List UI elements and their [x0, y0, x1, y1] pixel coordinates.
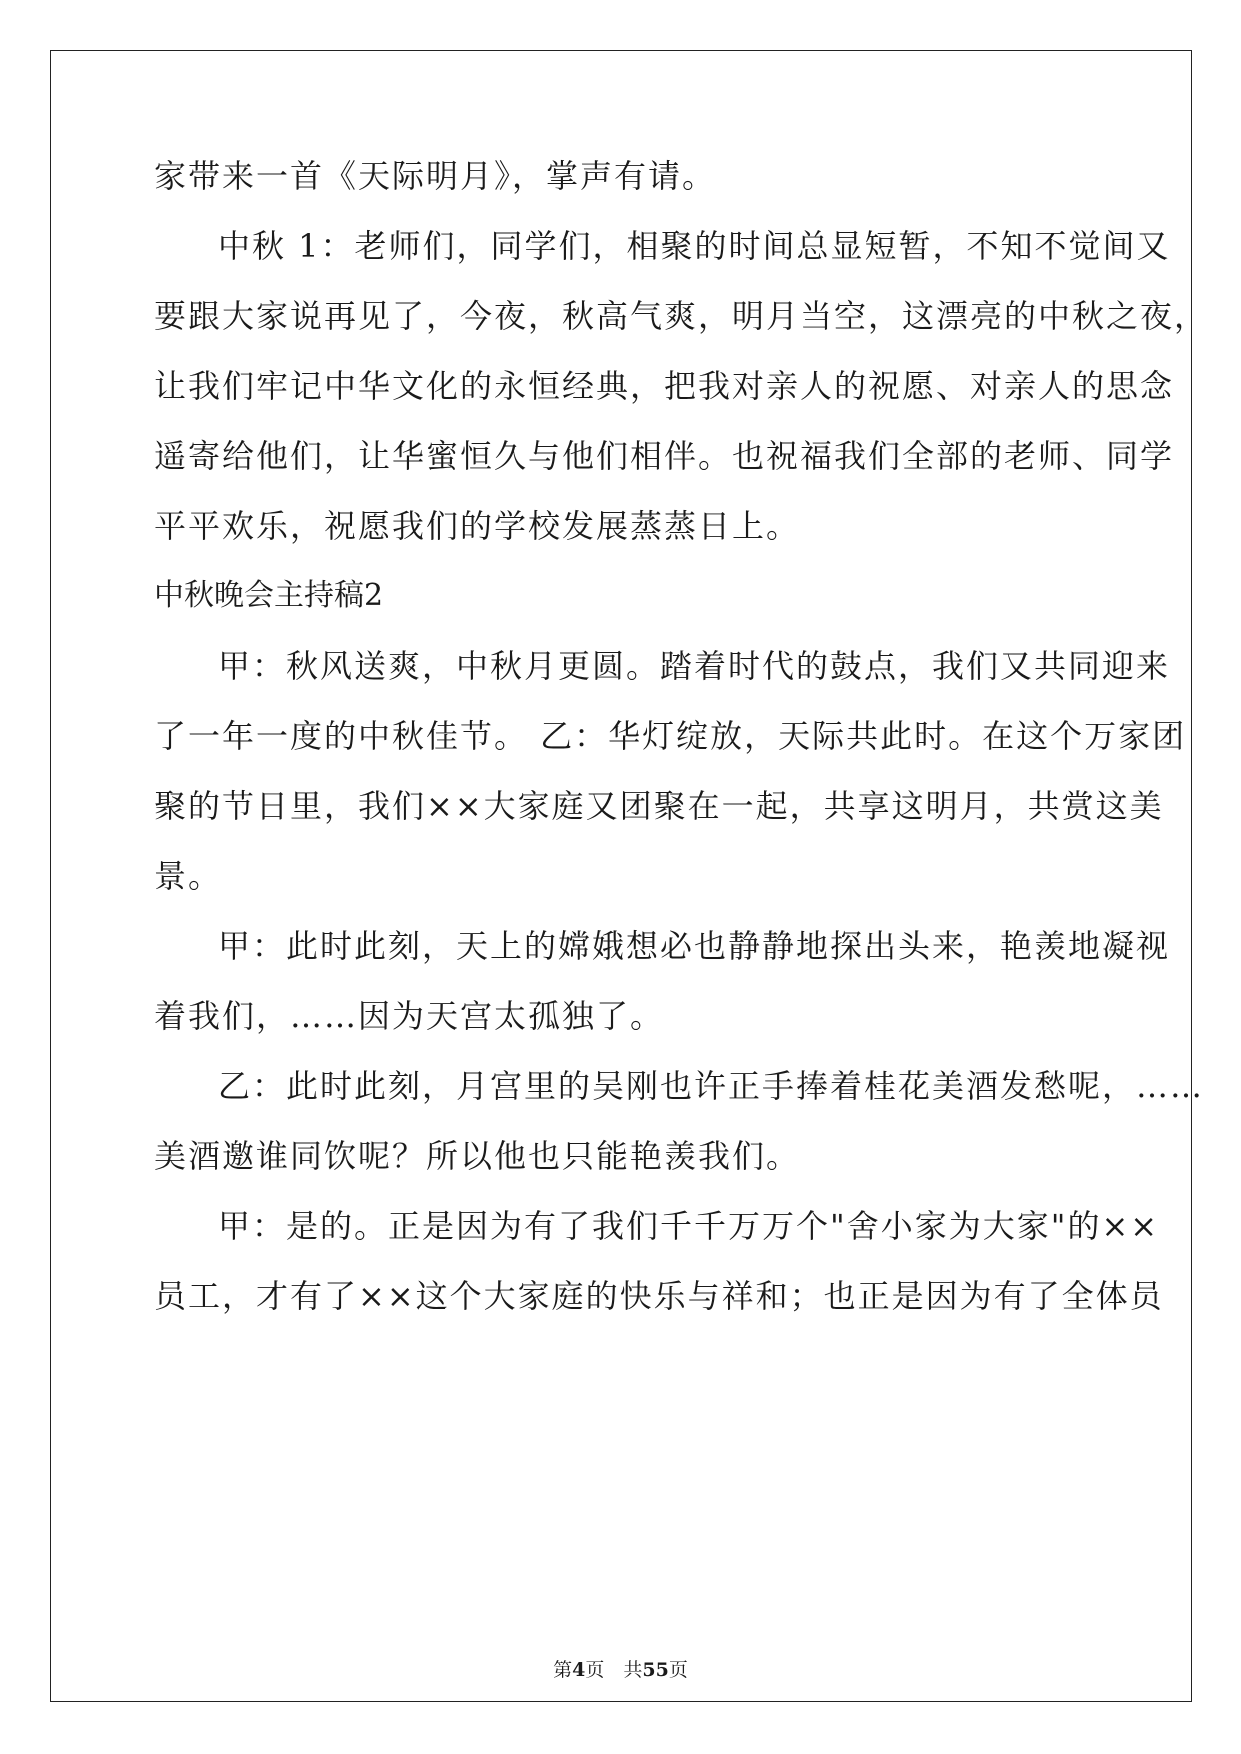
text-line: 甲：是的。正是因为有了我们千千万万个"舍小家为大家"的××	[218, 1207, 1160, 1245]
section-heading: 中秋晚会主持稿2	[154, 578, 384, 613]
text-line: 平平欢乐，祝愿我们的学校发展蒸蒸日上。	[154, 507, 801, 545]
text-line: 甲：此时此刻，天上的嫦娥想必也静静地探出头来，艳羡地凝视	[218, 927, 1171, 965]
total-prefix: 共	[623, 1659, 643, 1681]
text-line: 甲：秋风送爽，中秋月更圆。踏着时代的鼓点，我们又共同迎来	[218, 647, 1171, 685]
text-line: 了一年一度的中秋佳节。 乙：华灯绽放，天际共此时。在这个万家团	[154, 717, 1187, 755]
text-line: 员工，才有了××这个大家庭的快乐与祥和；也正是因为有了全体员	[154, 1277, 1164, 1315]
total-pages: 55	[642, 1659, 669, 1681]
page-footer	[0, 1658, 1241, 1682]
page-number: 4	[572, 1659, 586, 1681]
text-line: 美酒邀谁同饮呢？所以他也只能艳羡我们。	[154, 1137, 801, 1175]
page-suffix: 页	[585, 1659, 605, 1681]
total-suffix: 页	[668, 1659, 688, 1681]
text-line: 遥寄给他们，让华蜜恒久与他们相伴。也祝福我们全部的老师、同学	[154, 437, 1175, 475]
text-line: 着我们，……因为天宫太孤独了。	[154, 997, 665, 1035]
text-line: 中秋 1：老师们，同学们，相聚的时间总显短暂，不知不觉间又	[218, 227, 1171, 265]
text-line: 要跟大家说再见了，今夜，秋高气爽，明月当空，这漂亮的中秋之夜，	[154, 297, 1209, 335]
page-prefix: 第	[553, 1659, 573, 1681]
text-line: 景。	[154, 857, 223, 895]
text-line: 让我们牢记中华文化的永恒经典，把我对亲人的祝愿、对亲人的思念	[154, 367, 1175, 405]
text-line: 聚的节日里，我们××大家庭又团聚在一起，共享这明月，共赏这美	[154, 787, 1164, 825]
text-line: 乙：此时此刻，月宫里的吴刚也许正手捧着桂花美酒发愁呢，……	[218, 1067, 1205, 1105]
text-line: 家带来一首《天际明月》，掌声有请。	[154, 157, 717, 195]
